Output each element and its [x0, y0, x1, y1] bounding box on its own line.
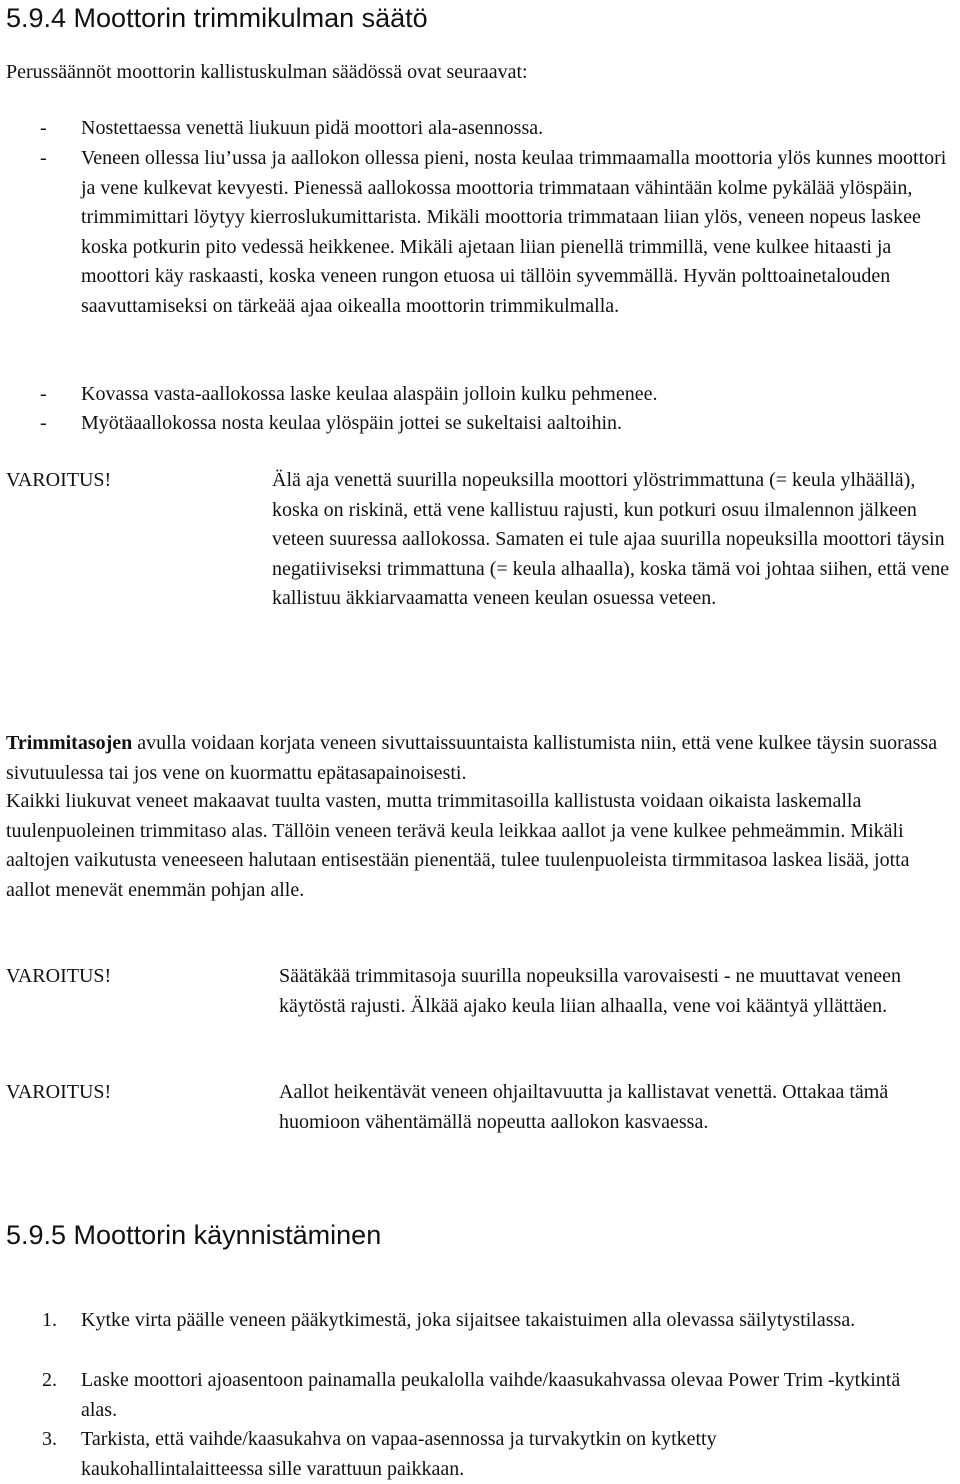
warning-text: Aallot heikentävät veneen ohjailtavuutta ja kallistavat venettä. Ottakaa tämä huomioon vähentämällä nopeutta aallokon kasvaessa.	[279, 1081, 889, 1133]
list-item-text: Myötäaallokossa nosta keulaa ylöspäin jottei se sukeltaisi aaltoihin.	[81, 412, 622, 434]
trim-tabs-paragraph	[6, 729, 954, 788]
trim-tabs-paragraph-2: Kaikki liukuvat veneet makaavat tuulta vasten, mutta trimmitasoilla kallistusta voidaan oikaista laskemalla tuulenpuoleinen trimmitaso alas. Tällöin veneen terävä keula leikkaa aallot ja vene kulkee pehmeämmin. Mikäli aaltojen vaikutusta veneeseen halutaan entisestään pienentää, tulee tuulenpuoleista tirmmitasoa laskea lisää, jotta aallot menevät enemmän pohjan alle.	[6, 790, 910, 901]
list-dash: -	[40, 117, 47, 139]
step-number: 2.	[42, 1369, 57, 1391]
warning-text: Älä aja venettä suurilla nopeuksilla moottori ylöstrimmattuna (= keula ylhäällä), koska on riskinä, että vene kallistuu rajusti, kun potkuri osuu ilmalennon jälkeen veteen suuressa aallokossa. Samaten ei tule ajaa suurilla nopeuksilla moottori täysin negatiiviseksi trimmattuna (= keula alhaalla), koska tämä voi johtaa siihen, että vene kallistuu äkkiarvaamatta veneen keulan osuessa veteen.	[272, 469, 950, 609]
step-number: 3.	[42, 1428, 57, 1450]
step-text: Laske moottori ajoasentoon painamalla peukalolla vaihde/kaasukahvassa olevaa Power Trim -kytkintä alas.	[81, 1369, 901, 1421]
section-heading-5-9-4: 5.9.4 Moottorin trimmikulman säätö	[6, 3, 428, 33]
list-item	[0, 380, 960, 410]
list-dash: -	[40, 412, 47, 434]
list-dash: -	[40, 147, 47, 169]
intro-text: Perussäännöt moottorin kallistuskulman säädössä ovat seuraavat:	[6, 61, 528, 83]
warning-text: Säätäkää trimmitasoja suurilla nopeuksilla varovaisesti - ne muuttavat veneen käytöstä rajusti. Älkää ajako keula liian alhaalla, vene voi kääntyä yllättäen.	[279, 965, 902, 1017]
step-text: Tarkista, että vaihde/kaasukahva on vapaa-asennossa ja turvakytkin on kytketty kaukohallintalaitteessa sille varattuun paikkaan.	[81, 1428, 717, 1480]
warning-label: VAROITUS!	[6, 469, 112, 491]
bold-term: Trimmitasojen	[6, 732, 133, 754]
list-item	[0, 409, 960, 439]
list-item-text: Veneen ollessa liu’ussa ja aallokon ollessa pieni, nosta keulaa trimmaamalla moottoria ylös kunnes moottori ja vene kulkevat kevyesti. Pienessä aallokossa moottoria trimmataan vähintään kolme pykälää ylöspäin, trimmimittari löytyy kierroslukumittarista. Mikäli moottoria trimmataan liian ylös, veneen nopeus laskee koska potkurin pito vedessä heikkenee. Mikäli ajetaan liian pienellä trimmillä, vene kulkee hitaasti ja moottori käy raskaasti, koska veneen rungon etuosa ui tällöin syvemmällä. Hyvän polttoainetalouden saavuttamiseksi on tärkeää ajaa oikealla moottorin trimmikulmalla.	[81, 147, 947, 317]
list-item-text: Kovassa vasta-aallokossa laske keulaa alaspäin jolloin kulku pehmenee.	[81, 383, 658, 405]
warning-label: VAROITUS!	[6, 1081, 112, 1103]
list-item	[0, 114, 960, 144]
step-number: 1.	[42, 1309, 57, 1331]
step-text: Kytke virta päälle veneen pääkytkimestä, joka sijaitsee takaistuimen alla olevassa säilytystilassa.	[81, 1309, 856, 1331]
warning-label: VAROITUS!	[6, 965, 112, 987]
paragraph-text: avulla voidaan korjata veneen sivuttaissuuntaista kallistumista niin, että vene kulkee täysin suorassa sivutuulessa tai jos vene on kuormattu epätasapainoisesti.	[6, 732, 938, 784]
list-item-text: Nostettaessa venettä liukuun pidä moottori ala-asennossa.	[81, 117, 544, 139]
section-heading-5-9-5: 5.9.5 Moottorin käynnistäminen	[6, 1220, 382, 1250]
list-dash: -	[40, 383, 47, 405]
